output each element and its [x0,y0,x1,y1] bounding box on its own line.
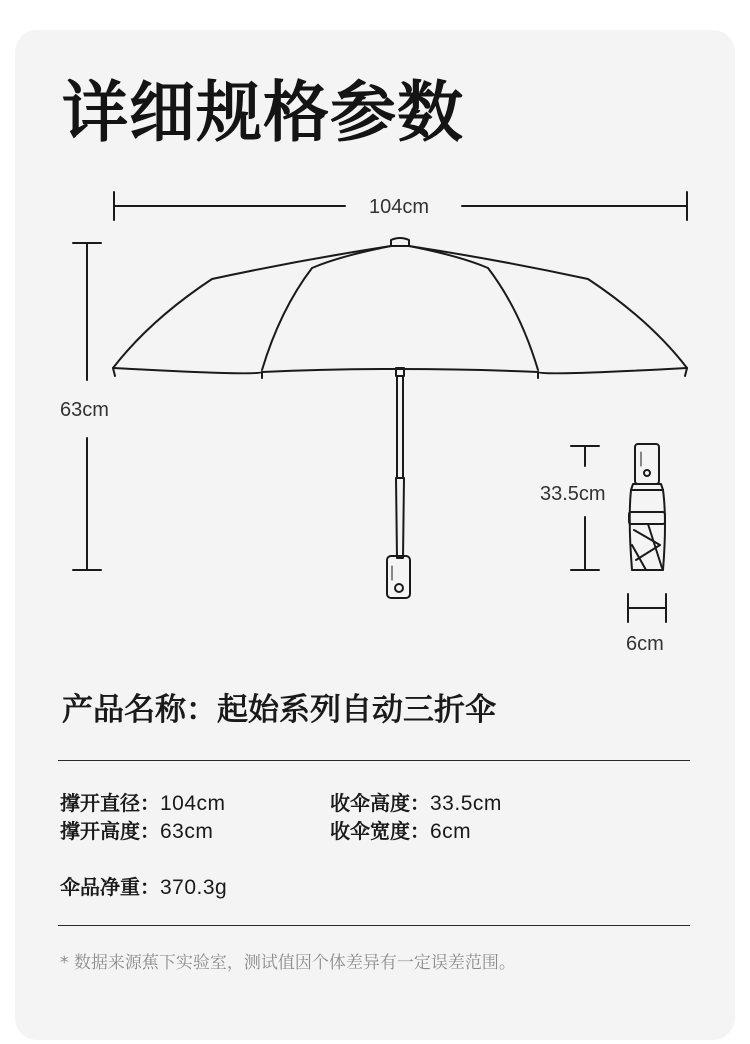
product-name: 起始系列自动三折伞 [217,692,496,728]
height-label: 63cm [60,399,109,421]
spec-open-height [60,821,213,842]
spec-value: 104cm [160,792,226,815]
open-umbrella-icon [113,238,687,598]
page-title: 详细规格参数 [62,74,464,151]
spec-folded-width [330,821,471,842]
folded-width-label: 6cm [626,633,664,655]
footnote: * 数据来源蕉下实验室，测试值因个体差异有一定误差范围。 [60,953,516,973]
spec-key: 撑开直径： [60,791,160,815]
spec-value: 33.5cm [430,792,502,815]
spec-value: 6cm [430,820,472,843]
folded-umbrella-icon [629,444,665,570]
product-name-line [62,692,496,728]
spec-net-weight [60,877,227,898]
spec-key: 收伞高度： [330,791,430,815]
spec-key: 伞品净重： [60,875,160,899]
folded-height-dimension-line [571,446,599,570]
product-label: 产品名称： [62,692,217,728]
spec-value: 370.3g [160,876,228,899]
spec-folded-height [330,793,502,814]
spec-key: 撑开高度： [60,819,160,843]
spec-key: 收伞宽度： [330,819,430,843]
width-label: 104cm [369,196,430,218]
spec-value: 63cm [160,820,214,843]
divider-top [58,760,690,761]
folded-width-dimension-line [628,594,666,622]
spec-open-diameter [60,793,226,814]
folded-height-label: 33.5cm [540,483,606,505]
divider-bottom [58,925,690,926]
